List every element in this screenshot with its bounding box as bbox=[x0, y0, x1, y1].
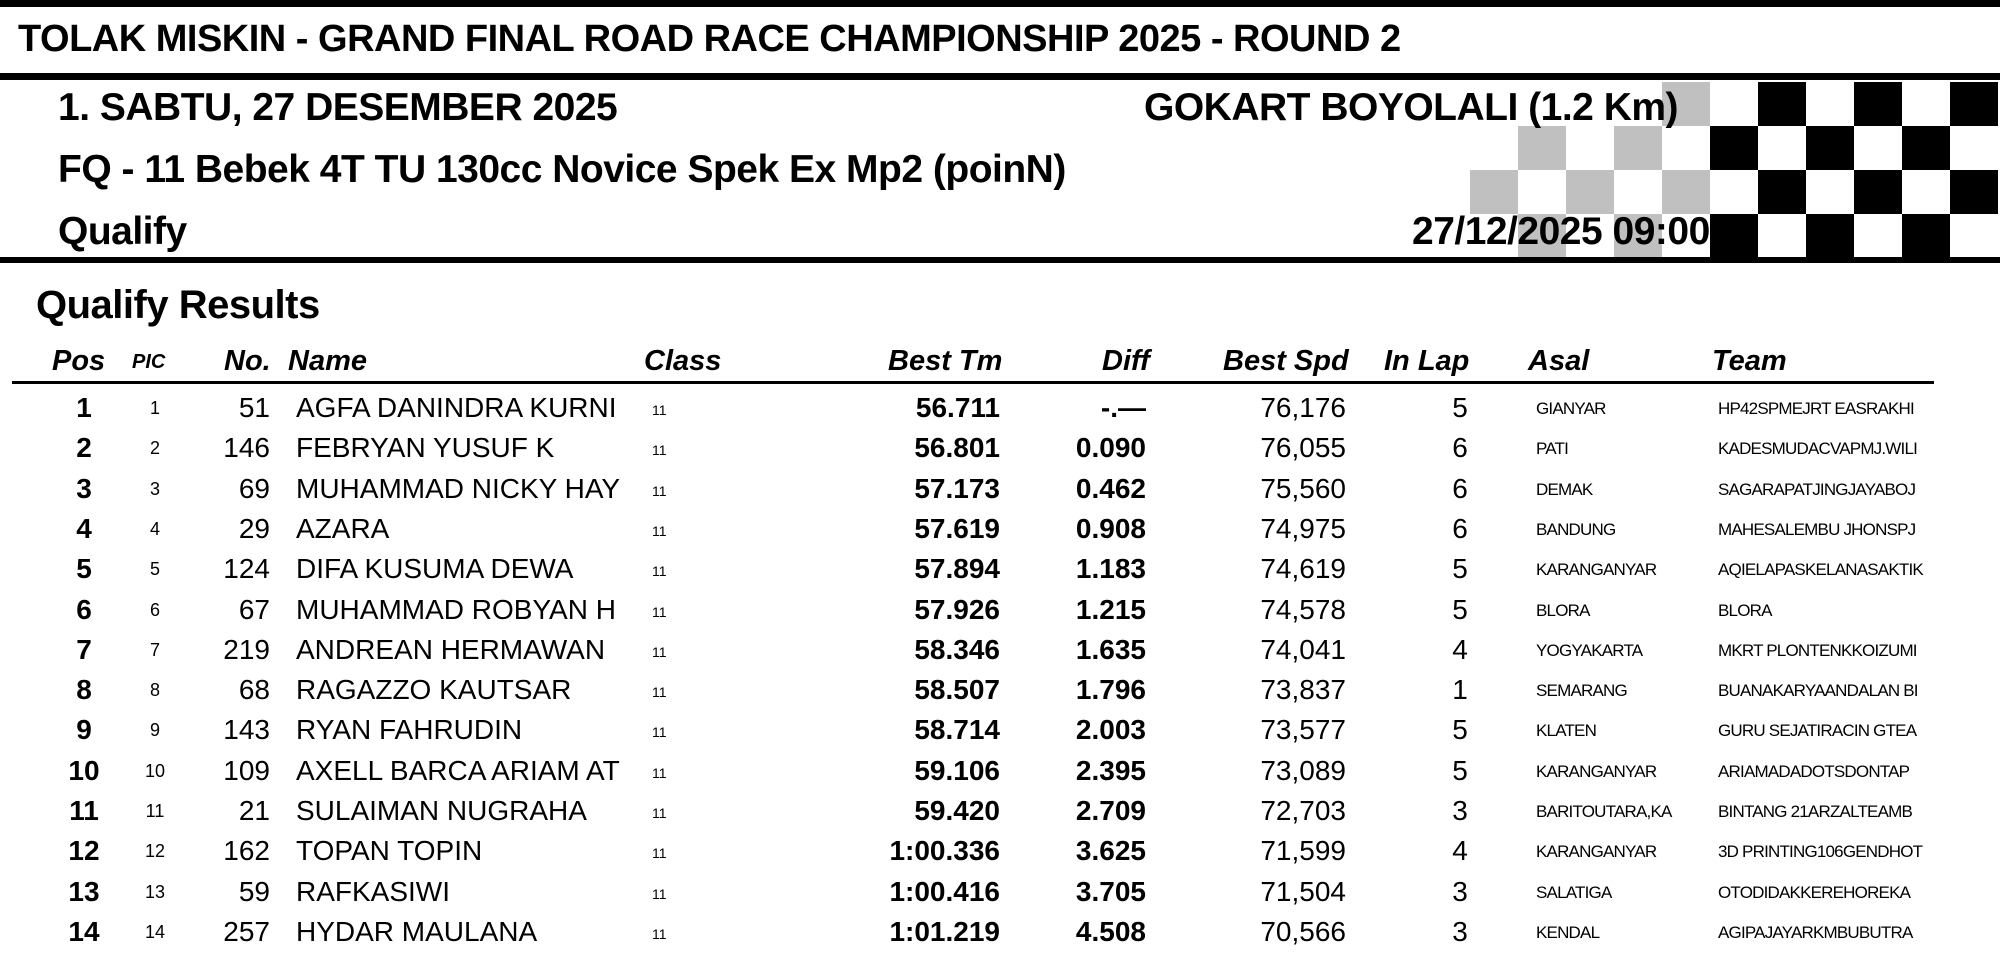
checker-square bbox=[1758, 82, 1806, 126]
class-code: 11 bbox=[652, 442, 667, 459]
checker-square bbox=[1950, 82, 1998, 126]
checker-square bbox=[1950, 170, 1998, 214]
gap-diff: 1.796 bbox=[1075, 674, 1146, 706]
checker-square bbox=[1758, 170, 1806, 214]
best-time: 1:00.416 bbox=[889, 875, 1000, 907]
pic: 6 bbox=[149, 599, 160, 620]
rider-name: DIFA KUSUMA DEWA bbox=[296, 553, 574, 585]
col-class: Class bbox=[644, 345, 722, 377]
position: 10 bbox=[68, 754, 100, 786]
origin: BARITOUTARA,KA bbox=[1536, 802, 1672, 821]
origin: KARANGANYAR bbox=[1536, 842, 1657, 862]
table-row bbox=[0, 712, 2000, 752]
best-speed: 73,089 bbox=[1260, 754, 1346, 786]
origin: GIANYAR bbox=[1536, 399, 1606, 418]
gap-diff: 2.395 bbox=[1075, 754, 1146, 786]
origin: KENDAL bbox=[1536, 922, 1600, 942]
best-speed: 74,619 bbox=[1260, 553, 1346, 585]
rider-name: FEBRYAN YUSUF K bbox=[296, 432, 555, 464]
best-time: 58.714 bbox=[914, 714, 1000, 746]
gap-diff: 1.215 bbox=[1075, 593, 1146, 625]
best-time: 57.894 bbox=[914, 553, 1000, 585]
championship-title: TOLAK MISKIN - GRAND FINAL ROAD RACE CHAMPIONSHIP 2025 - ROUND 2 bbox=[18, 18, 1401, 60]
rider-number: 124 bbox=[223, 553, 270, 585]
rider-name: RAFKASIWI bbox=[296, 875, 451, 907]
in-lap: 6 bbox=[1452, 472, 1468, 504]
checker-square bbox=[1614, 126, 1662, 170]
best-speed: 74,975 bbox=[1260, 512, 1346, 544]
title-rule bbox=[0, 73, 2000, 80]
rider-number: 59 bbox=[238, 875, 270, 907]
rider-number: 257 bbox=[223, 915, 270, 947]
origin: BANDUNG bbox=[1536, 519, 1616, 539]
gap-diff: 2.709 bbox=[1075, 795, 1146, 826]
class-code: 11 bbox=[652, 805, 667, 821]
class-code: 11 bbox=[652, 402, 667, 418]
best-time: 56.711 bbox=[915, 392, 1000, 423]
best-time: 59.106 bbox=[914, 754, 1000, 786]
table-row bbox=[0, 592, 2000, 632]
class-code: 11 bbox=[652, 764, 667, 781]
pic: 5 bbox=[149, 559, 160, 580]
origin: KARANGANYAR bbox=[1536, 761, 1657, 781]
gap-diff: 2.003 bbox=[1075, 714, 1146, 746]
rider-number: 219 bbox=[223, 633, 270, 665]
rider-number: 51 bbox=[238, 392, 270, 423]
class-code: 11 bbox=[652, 724, 667, 741]
gap-diff: 0.462 bbox=[1075, 472, 1146, 504]
team-name: KADESMUDACVAPMJ.WILI bbox=[1718, 439, 1918, 459]
best-time: 56.801 bbox=[914, 432, 1000, 464]
origin: DEMAK bbox=[1536, 479, 1593, 499]
gap-diff: 4.508 bbox=[1075, 915, 1146, 947]
team-name: HP42SPMEJRT EASRAKHI bbox=[1718, 399, 1914, 418]
class-code: 11 bbox=[652, 603, 667, 620]
rider-number: 146 bbox=[223, 432, 270, 464]
team-name: SAGARAPATJINGJAYABOJ bbox=[1718, 479, 1916, 499]
best-time: 57.926 bbox=[914, 593, 1000, 625]
col-team: Team bbox=[1712, 345, 1787, 377]
col-pic: PIC bbox=[132, 351, 166, 373]
gap-diff: 0.908 bbox=[1075, 512, 1146, 544]
rider-name: MUHAMMAD NICKY HAY bbox=[296, 472, 621, 504]
col-asal: Asal bbox=[1528, 345, 1590, 377]
results-column-headers bbox=[0, 345, 2000, 381]
position: 11 bbox=[69, 795, 99, 826]
class-code: 11 bbox=[652, 885, 667, 902]
origin: YOGYAKARTA bbox=[1536, 640, 1643, 660]
origin: PATI bbox=[1536, 439, 1569, 459]
position: 1 bbox=[76, 392, 92, 423]
pic: 7 bbox=[149, 639, 160, 660]
best-speed: 71,599 bbox=[1260, 835, 1346, 867]
rider-name: AXELL BARCA ARIAM AT bbox=[296, 754, 620, 786]
col-pos: Pos bbox=[52, 345, 106, 377]
table-row bbox=[0, 672, 2000, 712]
in-lap: 4 bbox=[1452, 633, 1468, 665]
team-name: AGIPAJAYARKMBUBUTRA bbox=[1718, 922, 1913, 942]
position: 12 bbox=[68, 835, 100, 867]
pic: 1 bbox=[149, 398, 160, 418]
rider-name: SULAIMAN NUGRAHA bbox=[296, 795, 587, 826]
class-code: 11 bbox=[652, 684, 667, 701]
position: 9 bbox=[76, 714, 92, 746]
gap-diff: 1.635 bbox=[1075, 633, 1146, 665]
table-row bbox=[0, 874, 2000, 914]
in-lap: 5 bbox=[1452, 553, 1468, 585]
best-time: 1:00.336 bbox=[889, 835, 1000, 867]
table-row bbox=[0, 430, 2000, 470]
team-name: 3D PRINTING106GENDHOT bbox=[1718, 842, 1923, 862]
col-best-tm: Best Tm bbox=[888, 345, 1003, 377]
col-name: Name bbox=[288, 345, 367, 377]
best-time: 1:01.219 bbox=[889, 915, 1000, 947]
team-name: BLORA bbox=[1718, 600, 1772, 620]
class-code: 11 bbox=[652, 563, 667, 580]
in-lap: 3 bbox=[1452, 915, 1468, 947]
checker-square bbox=[1710, 214, 1758, 258]
team-name: AQIELAPASKELANASAKTIK bbox=[1718, 560, 1923, 580]
best-speed: 76,176 bbox=[1260, 392, 1346, 423]
rider-name: RYAN FAHRUDIN bbox=[296, 714, 523, 746]
rider-number: 143 bbox=[223, 714, 270, 746]
team-name: BINTANG 21ARZALTEAMB bbox=[1718, 802, 1913, 821]
gap-diff: 3.705 bbox=[1075, 875, 1146, 907]
best-time: 59.420 bbox=[914, 795, 1000, 826]
pic: 13 bbox=[144, 881, 166, 902]
rider-number: 67 bbox=[238, 593, 270, 625]
rider-number: 69 bbox=[238, 472, 270, 504]
in-lap: 5 bbox=[1452, 754, 1468, 786]
team-name: MAHESALEMBU JHONSPJ bbox=[1718, 519, 1916, 539]
col-no: No. bbox=[224, 345, 271, 377]
pic: 12 bbox=[144, 841, 166, 862]
team-name: GURU SEJATIRACIN GTEA bbox=[1718, 721, 1917, 741]
in-lap: 6 bbox=[1452, 432, 1468, 464]
team-name: OTODIDAKKEREHOREKA bbox=[1718, 882, 1911, 902]
table-row bbox=[0, 551, 2000, 591]
pic: 3 bbox=[149, 478, 160, 499]
col-diff: Diff bbox=[1102, 345, 1150, 377]
checker-square bbox=[1806, 214, 1854, 258]
best-speed: 70,566 bbox=[1260, 915, 1346, 947]
table-row bbox=[0, 632, 2000, 672]
rider-name: MUHAMMAD ROBYAN H bbox=[296, 593, 616, 625]
pic: 10 bbox=[144, 760, 166, 781]
section-title: Qualify Results bbox=[36, 283, 320, 327]
col-in-lap: In Lap bbox=[1384, 345, 1470, 377]
position: 7 bbox=[76, 633, 92, 665]
origin: KARANGANYAR bbox=[1536, 560, 1657, 580]
class-code: 11 bbox=[652, 845, 667, 862]
best-speed: 74,041 bbox=[1260, 633, 1346, 665]
best-time: 58.507 bbox=[914, 674, 1000, 706]
gap-diff: 1.183 bbox=[1075, 553, 1146, 585]
pic: 9 bbox=[149, 720, 160, 741]
pic: 11 bbox=[145, 801, 165, 821]
in-lap: 6 bbox=[1452, 512, 1468, 544]
rider-number: 29 bbox=[238, 512, 270, 544]
best-speed: 73,577 bbox=[1260, 714, 1346, 746]
position: 3 bbox=[76, 472, 92, 504]
class-code: 11 bbox=[652, 643, 667, 660]
best-time: 58.346 bbox=[914, 633, 1000, 665]
in-lap: 3 bbox=[1452, 875, 1468, 907]
class-code: 11 bbox=[652, 482, 667, 499]
top-rule bbox=[0, 0, 2000, 7]
pic: 14 bbox=[144, 921, 166, 942]
gap-diff: 3.625 bbox=[1075, 835, 1146, 867]
table-row bbox=[0, 471, 2000, 511]
col-best-spd: Best Spd bbox=[1223, 345, 1349, 377]
session-name: Qualify bbox=[58, 210, 187, 253]
position: 5 bbox=[76, 553, 92, 585]
checker-square bbox=[1806, 126, 1854, 170]
race-class-title: FQ - 11 Bebek 4T TU 130cc Novice Spek Ex Mp2 (poinN) bbox=[58, 148, 1066, 191]
class-code: 11 bbox=[652, 925, 667, 942]
pic: 8 bbox=[149, 680, 160, 701]
team-name: MKRT PLONTENKKOIZUMI bbox=[1718, 640, 1917, 660]
best-speed: 76,055 bbox=[1260, 432, 1346, 464]
checker-square bbox=[1902, 126, 1950, 170]
header-bottom-rule bbox=[0, 257, 2000, 263]
rider-number: 162 bbox=[223, 835, 270, 867]
position: 14 bbox=[68, 915, 100, 947]
gap-diff: -.— bbox=[1100, 392, 1146, 423]
rider-name: TOPAN TOPIN bbox=[296, 835, 483, 867]
rider-number: 109 bbox=[223, 754, 270, 786]
checker-square bbox=[1470, 170, 1518, 214]
origin: KLATEN bbox=[1536, 721, 1597, 741]
rider-name: RAGAZZO KAUTSAR bbox=[296, 674, 572, 706]
session-datetime: 27/12/2025 09:00 bbox=[1412, 210, 1710, 253]
in-lap: 1 bbox=[1452, 674, 1468, 706]
rider-name: AGFA DANINDRA KURNI bbox=[296, 392, 617, 423]
rider-number: 68 bbox=[238, 674, 270, 706]
table-row bbox=[0, 793, 2000, 833]
rider-number: 21 bbox=[238, 795, 270, 826]
pic: 4 bbox=[149, 518, 160, 539]
rider-name: ANDREAN HERMAWAN bbox=[296, 633, 606, 665]
in-lap: 5 bbox=[1452, 714, 1468, 746]
position: 4 bbox=[76, 512, 92, 544]
rider-name: AZARA bbox=[296, 512, 390, 544]
position: 8 bbox=[76, 674, 92, 706]
class-code: 11 bbox=[652, 522, 667, 539]
in-lap: 5 bbox=[1452, 593, 1468, 625]
position: 6 bbox=[76, 593, 92, 625]
best-speed: 73,837 bbox=[1260, 674, 1346, 706]
team-name: BUANAKARYAANDALAN BI bbox=[1718, 681, 1918, 701]
table-row bbox=[0, 753, 2000, 793]
origin: BLORA bbox=[1536, 600, 1590, 620]
column-header-underline bbox=[12, 381, 1934, 384]
best-speed: 71,504 bbox=[1260, 875, 1346, 907]
checker-square bbox=[1854, 170, 1902, 214]
checker-square bbox=[1902, 214, 1950, 258]
table-row bbox=[0, 914, 2000, 954]
checker-square bbox=[1518, 126, 1566, 170]
team-name: ARIAMADADOTSDONTAP bbox=[1718, 761, 1910, 781]
best-speed: 75,560 bbox=[1260, 472, 1346, 504]
origin: SALATIGA bbox=[1536, 882, 1612, 902]
checker-square bbox=[1854, 82, 1902, 126]
circuit-name: GOKART BOYOLALI (1.2 Km) bbox=[1144, 86, 1679, 129]
in-lap: 5 bbox=[1452, 392, 1468, 423]
table-row bbox=[0, 511, 2000, 551]
rider-name: HYDAR MAULANA bbox=[296, 915, 538, 947]
in-lap: 4 bbox=[1452, 835, 1468, 867]
checker-square bbox=[1566, 170, 1614, 214]
checker-square bbox=[1710, 126, 1758, 170]
best-time: 57.173 bbox=[914, 472, 1000, 504]
best-speed: 74,578 bbox=[1260, 593, 1346, 625]
best-time: 57.619 bbox=[914, 512, 1000, 544]
table-row bbox=[0, 390, 2000, 430]
position: 13 bbox=[68, 875, 100, 907]
pic: 2 bbox=[149, 438, 160, 459]
position: 2 bbox=[76, 432, 92, 464]
best-speed: 72,703 bbox=[1260, 795, 1346, 826]
table-row bbox=[0, 833, 2000, 873]
event-day: 1. SABTU, 27 DESEMBER 2025 bbox=[58, 86, 618, 129]
origin: SEMARANG bbox=[1536, 681, 1627, 701]
gap-diff: 0.090 bbox=[1075, 432, 1146, 464]
in-lap: 3 bbox=[1452, 795, 1468, 826]
checker-square bbox=[1662, 170, 1710, 214]
